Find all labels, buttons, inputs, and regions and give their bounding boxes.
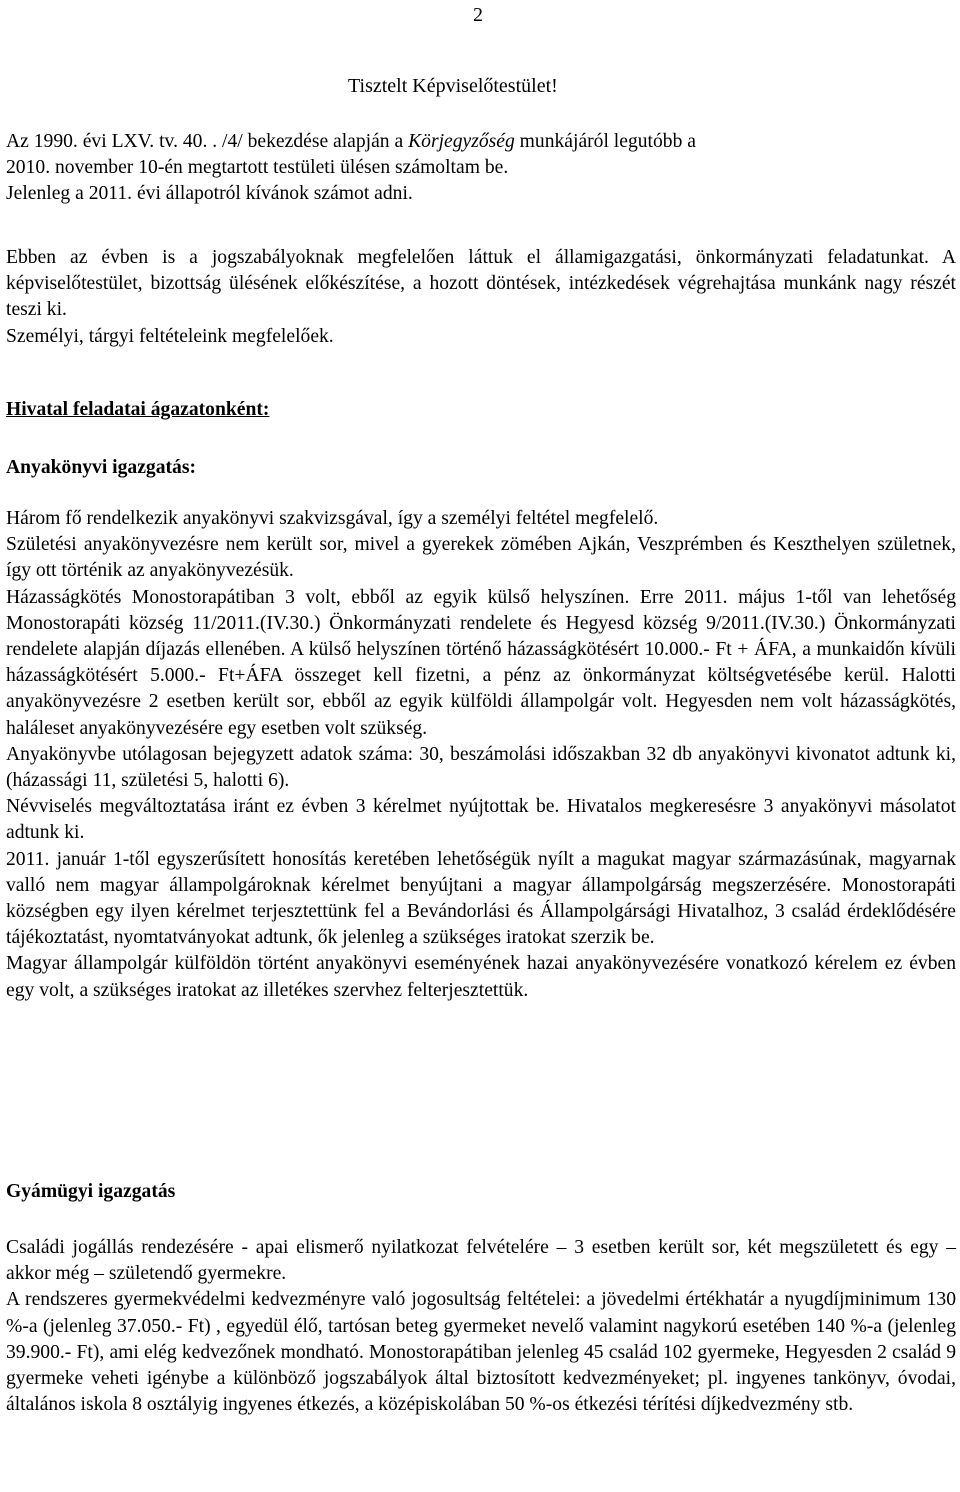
intro-block	[6, 129, 956, 208]
section-heading: Hivatal feladatai ágazatonként:	[6, 399, 270, 420]
paragraph-1-line-2: Személyi, tárgyi feltételeink megfelelőek.	[6, 325, 334, 347]
intro-line-1-italic: Körjegyzőség	[408, 131, 515, 152]
intro-line-1-a: Az 1990. évi LXV. tv. 40. . /4/ bekezdése alapján a	[6, 131, 409, 152]
anyakonyvi-p4: Anyakönyvbe utólagosan bejegyzett adatok száma: 30, beszámolási időszakban 32 db anyakönyvi kivonatot adtunk ki, (házassági 11, születési 5, halotti 6).	[6, 743, 956, 792]
gyamugyi-p2: A rendszeres gyermekvédelmi kedvezményre való jogosultság feltételei: a jövedelmi értékhatár a nyugdíjminimum 130 %-a (jelenleg 37.050.- Ft) , egyedül élő, tartósan beteg gyermeket nevelő valamint nagykorú esetében 140 %-a (jelenleg 39.900.- Ft), ami elég kedvezőnek mondható. Monostorapátiban jelenleg 45 család 102 gyermeke, Hegyesden 2 család 9 gyermeke veheti igénybe a különböző jogszabályok által biztosított kedvezményeket; pl. ingyenes tankönyv, óvodai, általános iskola 8 osztályig ingyenes étkezés, a középiskolában 50 %-os étkezési térítési díjkedvezmény stb.	[6, 1289, 956, 1416]
intro-line-1	[6, 129, 956, 155]
anyakonyvi-p2: Születési anyakönyvezésre nem került sor, mivel a gyerekek zömében Ajkán, Veszprémben és Keszthelyen születnek, így ott történik az anyakönyvezésük.	[6, 534, 956, 582]
anyakonyvi-p6: 2011. január 1-től egyszerűsített honosítás keretében lehetőségük nyílt a magukat magyar származásúnak, magyarnak valló nem magyar állampolgároknak kérelmet benyújtani a magyar állampolgárság megszerzésére. Monostorapáti községben egy ilyen kérelmet terjesztettünk fel a Bevándorlási és Állampolgársági Hivatalhoz, 3 család érdeklődésére tájékoztatást, nyomtatványokat adtunk, ők jelenleg a szükséges iratokat szerzik be.	[6, 848, 956, 949]
page-number: 2	[473, 4, 483, 26]
paragraph-1	[6, 245, 956, 350]
anyakonyvi-p5: Névviselés megváltoztatása iránt ez évben 3 kérelmet nyújtottak be. Hivatalos megkeresésre 3 anyakönyvi másolatot adtunk ki.	[6, 796, 956, 844]
anyakonyvi-p1: Három fő rendelkezik anyakönyvi szakvizsgával, így a személyi feltétel megfelelő.	[6, 508, 659, 529]
intro-line-3: Jelenleg a 2011. évi állapotról kívánok számot adni.	[6, 183, 413, 205]
intro-line-2: 2010. november 10-én megtartott testületi ülésen számoltam be.	[6, 157, 509, 179]
anyakonyvi-p7: Magyar állampolgár külföldön történt anyakönyvi eseményének hazai anyakönyvezésére vonatkozó kérelem ez évben egy volt, a szükséges iratokat az illetékes szervhez felterjesztettük.	[6, 953, 956, 1001]
greeting: Tisztelt Képviselőtestület!	[348, 75, 558, 97]
intro-line-1-b: munkájáról legutóbb a	[514, 131, 696, 152]
anyakonyvi-heading: Anyakönyvi igazgatás:	[6, 457, 196, 478]
gyamugyi-section	[6, 1235, 956, 1418]
gyamugyi-heading: Gyámügyi igazgatás	[6, 1181, 176, 1202]
anyakonyvi-section	[6, 506, 956, 1004]
gyamugyi-p1: Családi jogállás rendezésére - apai elismerő nyilatkozat felvételére – 3 esetben került sor, két megszületett és egy – akkor még – születendő gyermekre.	[6, 1237, 956, 1285]
paragraph-1-text: Ebben az évben is a jogszabályoknak megfelelően láttuk el államigazgatási, önkormányzati feladatunkat. A képviselőtestület, bizottság ülésének előkészítése, a hozott döntések, intézkedések végrehajtása munkánk nagy részét teszi ki.	[6, 247, 956, 321]
anyakonyvi-p3: Házasságkötés Monostorapátiban 3 volt, ebből az egyik külső helyszínen. Erre 2011. május 1-től van lehetőség Monostorapáti község 11/2011.(IV.30.) Önkormányzati rendelete és Hegyesd község 9/2011.(IV.30.) Önkormányzati rendelete alapján díjazás ellenében. A külső helyszínen történő házasságkötésért 10.000.- Ft + ÁFA, a munkaidőn kívüli házasságkötésért 5.000.- Ft+ÁFA összeget kell fizetni, a pénz az önkormányzat költségvetésébe kerül. Halotti anyakönyvezésre 2 esetben került sor, ebből az egyik külföldi állampolgár volt. Hegyesden nem volt házasságkötés, haláleset anyakönyvezésére egy esetben volt szükség.	[6, 586, 956, 739]
